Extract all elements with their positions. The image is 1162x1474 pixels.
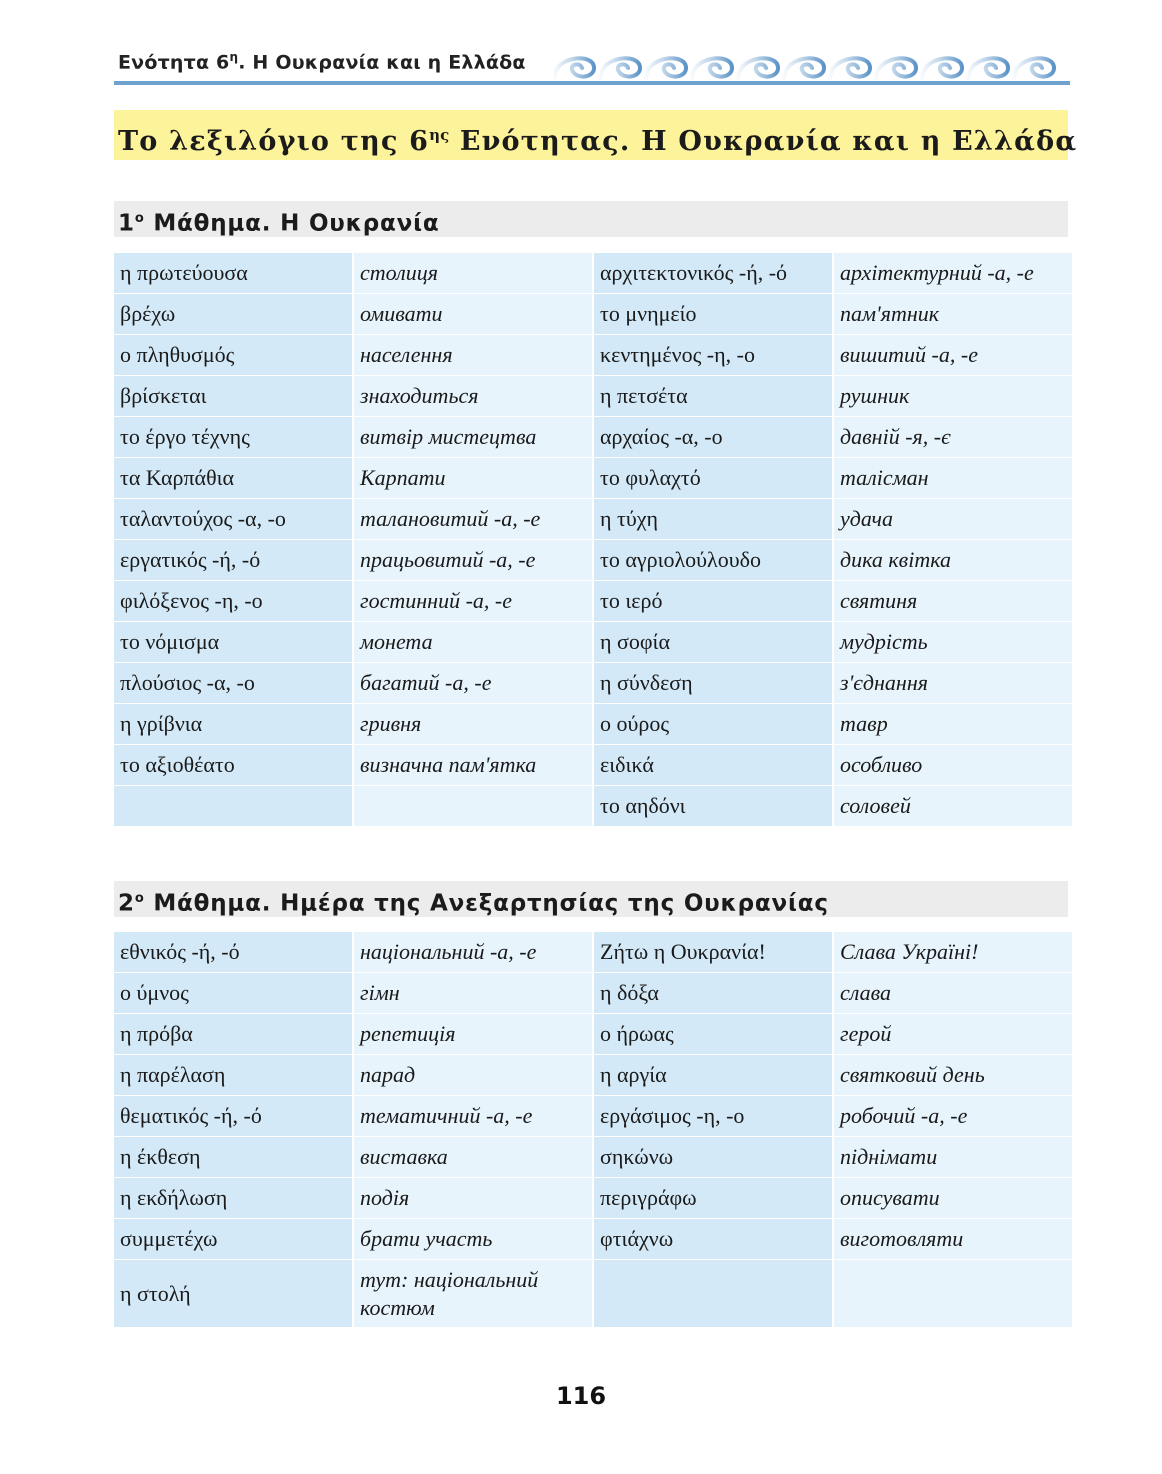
greek-term-cell: η στολή	[114, 1260, 352, 1328]
table-row	[114, 622, 1072, 663]
greek-term-cell: η πρωτεύουσα	[114, 253, 352, 294]
vocabulary-table-lesson-1	[112, 253, 1074, 827]
ukrainian-translation-cell: Слава Україні!	[834, 932, 1072, 973]
greek-term-cell: Ζήτω η Ουκρανία!	[594, 932, 832, 973]
page-number: 116	[555, 1382, 607, 1410]
greek-term-cell: ο πληθυσμός	[114, 335, 352, 376]
table-row	[114, 745, 1072, 786]
greek-term-cell: το μνημείο	[594, 294, 832, 335]
greek-term-cell: εργατικός -ή, -ό	[114, 540, 352, 581]
greek-term-cell: φιλόξενος -η, -ο	[114, 581, 352, 622]
table-row	[114, 932, 1072, 973]
ukrainian-translation-cell: талановитий -а, -е	[354, 499, 592, 540]
greek-term-cell: ο ούρος	[594, 704, 832, 745]
table-row	[114, 417, 1072, 458]
greek-term-cell: εθνικός -ή, -ό	[114, 932, 352, 973]
greek-term-cell: κεντημένος -η, -ο	[594, 335, 832, 376]
ukrainian-translation-cell: тематичний -а, -е	[354, 1096, 592, 1137]
greek-term-cell: βρέχω	[114, 294, 352, 335]
greek-term-cell	[114, 786, 352, 827]
page-header	[114, 48, 1070, 86]
greek-term-cell: τα Καρπάθια	[114, 458, 352, 499]
ukrainian-translation-cell: брати участь	[354, 1219, 592, 1260]
table-row	[114, 1014, 1072, 1055]
table-row	[114, 335, 1072, 376]
greek-term-cell: αρχαίος -α, -ο	[594, 417, 832, 458]
greek-term-cell: το νόμισμα	[114, 622, 352, 663]
table-row	[114, 540, 1072, 581]
ukrainian-translation-cell	[834, 1260, 1072, 1328]
greek-term-cell: το έργο τέχνης	[114, 417, 352, 458]
greek-term-cell: ο ήρωας	[594, 1014, 832, 1055]
ukrainian-translation-cell: святковий день	[834, 1055, 1072, 1096]
greek-term-cell: συμμετέχω	[114, 1219, 352, 1260]
greek-term-cell: βρίσκεται	[114, 376, 352, 417]
greek-term-cell: θεματικός -ή, -ό	[114, 1096, 352, 1137]
table-row	[114, 704, 1072, 745]
greek-term-cell: σηκώνω	[594, 1137, 832, 1178]
greek-term-cell: το αγριολούλουδο	[594, 540, 832, 581]
ukrainian-translation-cell: мудрість	[834, 622, 1072, 663]
ukrainian-translation-cell: рушник	[834, 376, 1072, 417]
greek-term-cell: η παρέλαση	[114, 1055, 352, 1096]
greek-term-cell: η αργία	[594, 1055, 832, 1096]
greek-term-cell: το αηδόνι	[594, 786, 832, 827]
ukrainian-translation-cell: робочий -а, -е	[834, 1096, 1072, 1137]
ukrainian-translation-cell: соловей	[834, 786, 1072, 827]
ukrainian-translation-cell: пам'ятник	[834, 294, 1072, 335]
ukrainian-translation-cell: святиня	[834, 581, 1072, 622]
ukrainian-translation-cell: піднімати	[834, 1137, 1072, 1178]
ukrainian-translation-cell: слава	[834, 973, 1072, 1014]
header-rule	[114, 81, 1070, 85]
vocabulary-table-lesson-2	[112, 932, 1074, 1328]
greek-term-cell: η σύνδεση	[594, 663, 832, 704]
greek-term-cell: το αξιοθέατο	[114, 745, 352, 786]
ukrainian-translation-cell: дика квітка	[834, 540, 1072, 581]
ukrainian-translation-cell	[354, 786, 592, 827]
ukrainian-translation-cell: герой	[834, 1014, 1072, 1055]
table-row	[114, 294, 1072, 335]
greek-term-cell: η δόξα	[594, 973, 832, 1014]
page-title: Το λεξιλόγιο της $6^{\eta\varsigma}$ Ενότητας. Η Ουκρανία και η Ελλάδα	[114, 110, 1068, 160]
table-row	[114, 1137, 1072, 1178]
greek-term-cell: η τύχη	[594, 499, 832, 540]
ukrainian-translation-cell: населення	[354, 335, 592, 376]
ukrainian-translation-cell: з'єднання	[834, 663, 1072, 704]
ukrainian-translation-cell: удача	[834, 499, 1072, 540]
ukrainian-translation-cell: визначна пам'ятка	[354, 745, 592, 786]
greek-term-cell: ο ύμνος	[114, 973, 352, 1014]
greek-term-cell: η σοφία	[594, 622, 832, 663]
table-row	[114, 499, 1072, 540]
greek-term-cell: ταλαντούχος -α, -ο	[114, 499, 352, 540]
table-row	[114, 786, 1072, 827]
greek-term-cell: αρχιτεκτονικός -ή, -ό	[594, 253, 832, 294]
table-row	[114, 376, 1072, 417]
wave-ornament-icon	[554, 48, 1070, 84]
ukrainian-translation-cell: особливо	[834, 745, 1072, 786]
table-row	[114, 1260, 1072, 1328]
table-row	[114, 973, 1072, 1014]
section-title-lesson-2: $2^o$ Μάθημα. Ημέρα της Ανεξαρτησίας της Ουκρανίας	[114, 881, 1068, 917]
ukrainian-translation-cell: національний -а, -е	[354, 932, 592, 973]
ukrainian-translation-cell: парад	[354, 1055, 592, 1096]
ukrainian-translation-cell: вишитий -а, -е	[834, 335, 1072, 376]
ukrainian-translation-cell: виготовляти	[834, 1219, 1072, 1260]
greek-term-cell: περιγράφω	[594, 1178, 832, 1219]
greek-term-cell: η γρίβνια	[114, 704, 352, 745]
table-row	[114, 663, 1072, 704]
table-row	[114, 1096, 1072, 1137]
ukrainian-translation-cell: талісман	[834, 458, 1072, 499]
table-row	[114, 1055, 1072, 1096]
table-row	[114, 1219, 1072, 1260]
ukrainian-translation-cell: виставка	[354, 1137, 592, 1178]
greek-term-cell: εργάσιμος -η, -ο	[594, 1096, 832, 1137]
table-row	[114, 581, 1072, 622]
ukrainian-translation-cell: описувати	[834, 1178, 1072, 1219]
ukrainian-translation-cell: архітектурний -а, -е	[834, 253, 1072, 294]
greek-term-cell: ειδικά	[594, 745, 832, 786]
table-row	[114, 458, 1072, 499]
ukrainian-translation-cell: гривня	[354, 704, 592, 745]
ukrainian-translation-cell: гімн	[354, 973, 592, 1014]
greek-term-cell	[594, 1260, 832, 1328]
greek-term-cell: το ιερό	[594, 581, 832, 622]
greek-term-cell: η πρόβα	[114, 1014, 352, 1055]
ukrainian-translation-cell: тавр	[834, 704, 1072, 745]
ukrainian-translation-cell: витвір мистецтва	[354, 417, 592, 458]
running-head: Ενότητα $6^\eta$. Η Ουκρανία και η Ελλάδα	[118, 50, 526, 74]
greek-term-cell: η έκθεση	[114, 1137, 352, 1178]
greek-term-cell: φτιάχνω	[594, 1219, 832, 1260]
ukrainian-translation-cell: знаходиться	[354, 376, 592, 417]
ukrainian-translation-cell: монета	[354, 622, 592, 663]
greek-term-cell: η εκδήλωση	[114, 1178, 352, 1219]
ukrainian-translation-cell: багатий -а, -е	[354, 663, 592, 704]
section-title-lesson-1: $1^o$ Μάθημα. Η Ουκρανία	[114, 201, 1068, 237]
table-row	[114, 1178, 1072, 1219]
ukrainian-translation-cell: репетиція	[354, 1014, 592, 1055]
ukrainian-translation-cell: столиця	[354, 253, 592, 294]
greek-term-cell: πλούσιος -α, -ο	[114, 663, 352, 704]
ukrainian-translation-cell: подія	[354, 1178, 592, 1219]
table-row	[114, 253, 1072, 294]
ukrainian-translation-cell: тут: національний костюм	[354, 1260, 592, 1328]
ukrainian-translation-cell: давній -я, -є	[834, 417, 1072, 458]
ukrainian-translation-cell: омивати	[354, 294, 592, 335]
greek-term-cell: η πετσέτα	[594, 376, 832, 417]
ukrainian-translation-cell: Карпати	[354, 458, 592, 499]
ukrainian-translation-cell: гостинний -а, -е	[354, 581, 592, 622]
greek-term-cell: το φυλαχτό	[594, 458, 832, 499]
ukrainian-translation-cell: працьовитий -а, -е	[354, 540, 592, 581]
